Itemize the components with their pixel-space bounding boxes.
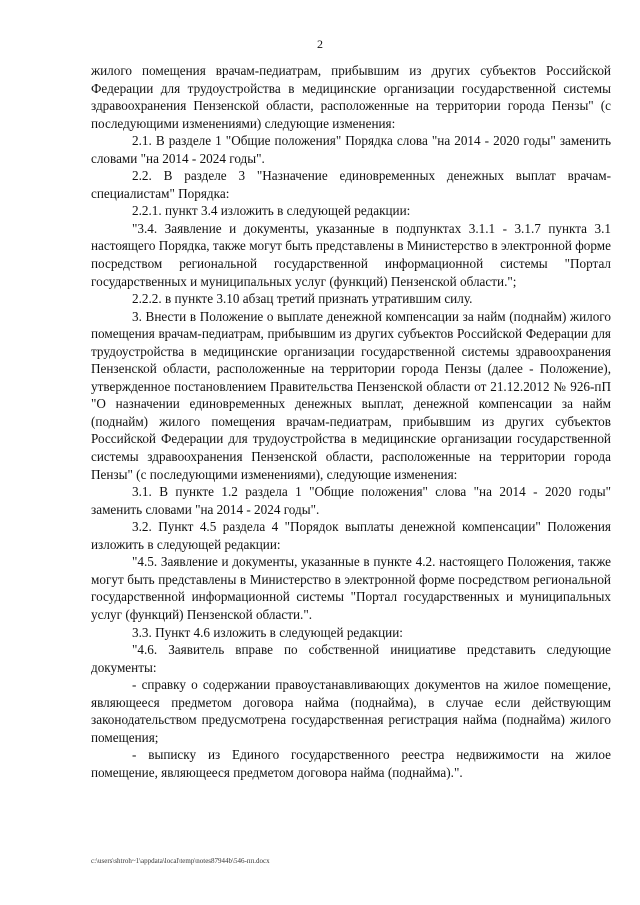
paragraph: 2.2.1. пункт 3.4 изложить в следующей редакции: [132,203,411,219]
page-number: 2 [317,37,323,51]
paragraph: 3.1. В пункте 1.2 раздела 1 "Общие положения" слова "на 2014 - 2020 годы" заменить словами "на 2014 - 2024 годы". [91,484,611,517]
paragraph: "4.6. Заявитель вправе по собственной инициативе представить следующие документы: [91,642,611,675]
paragraph: - справку о содержании правоустанавливающих документов на жилое помещение, являющееся предметом договора найма (поднайма), в случае если действующим законодательством предусмотрена государственная регистрация найма (поднайма) жилого помещения; [91,677,611,745]
paragraph: жилого помещения врачам-педиатрам, прибывшим из других субъектов Российской Федерации для трудоустройства в медицинские организации государственной системы здравоохранения Пензенской области, расположенные на территории города Пензы" (с последующими изменениями) следующие изменения: [91,63,611,131]
paragraph: 3.2. Пункт 4.5 раздела 4 "Порядок выплаты денежной компенсации" Положения изложить в следующей редакции: [91,519,611,552]
paragraph: - выписку из Единого государственного реестра недвижимости на жилое помещение, являющееся предметом договора найма (поднайма).". [91,747,611,780]
paragraph: 2.2.2. в пункте 3.10 абзац третий признать утратившим силу. [132,291,473,307]
paragraph: "3.4. Заявление и документы, указанные в подпунктах 3.1.1 - 3.1.7 пункта 3.1 настоящего Порядка, также могут быть представлены в Министерство в электронной форме посредством региональной государственной информационной системы "Портал государственных и муниципальных услуг (функций) Пензенской области."; [91,220,611,289]
paragraph: 2.2. В разделе 3 "Назначение единовременных денежных выплат врачам-специалистам" Порядка: [91,168,611,201]
document-body [91,62,611,781]
paragraph: 2.1. В разделе 1 "Общие положения" Порядка слова "на 2014 - 2020 годы" заменить словами "на 2014 - 2024 годы". [91,133,611,166]
paragraph: 3.3. Пункт 4.6 изложить в следующей редакции: [132,624,403,640]
file-path-footer: c:\users\shtroh~1\appdata\local\temp\notes87944b\546-пп.docx [91,857,270,865]
paragraph: 3. Внести в Положение о выплате денежной компенсации за найм (поднайм) жилого помещения врачам-педиатрам, прибывшим из других субъектов Российской Федерации для трудоустройства в медицинские организации государственной системы здравоохранения Пензенской области, расположенные на территории города Пензы (далее - Положение), утвержденное постановлением Правительства Пензенской области от 21.12.2012 № 926-пП "О назначении единовременных денежных выплат, денежной компенсации за найм (поднайм) жилого помещения врачам-педиатрам, прибывшим из других субъектов Российской Федерации для трудоустройства в медицинские организации государственной системы здравоохранения Пензенской области, расположенные на территории города Пензы" (с последующими изменениями), следующие изменения: [91,308,611,482]
paragraph: "4.5. Заявление и документы, указанные в пункте 4.2. настоящего Положения, также могут быть представлены в Министерство в электронной форме посредством региональной государственной информационной системы "Портал государственных и муниципальных услуг (функций) Пензенской области.". [91,554,611,622]
